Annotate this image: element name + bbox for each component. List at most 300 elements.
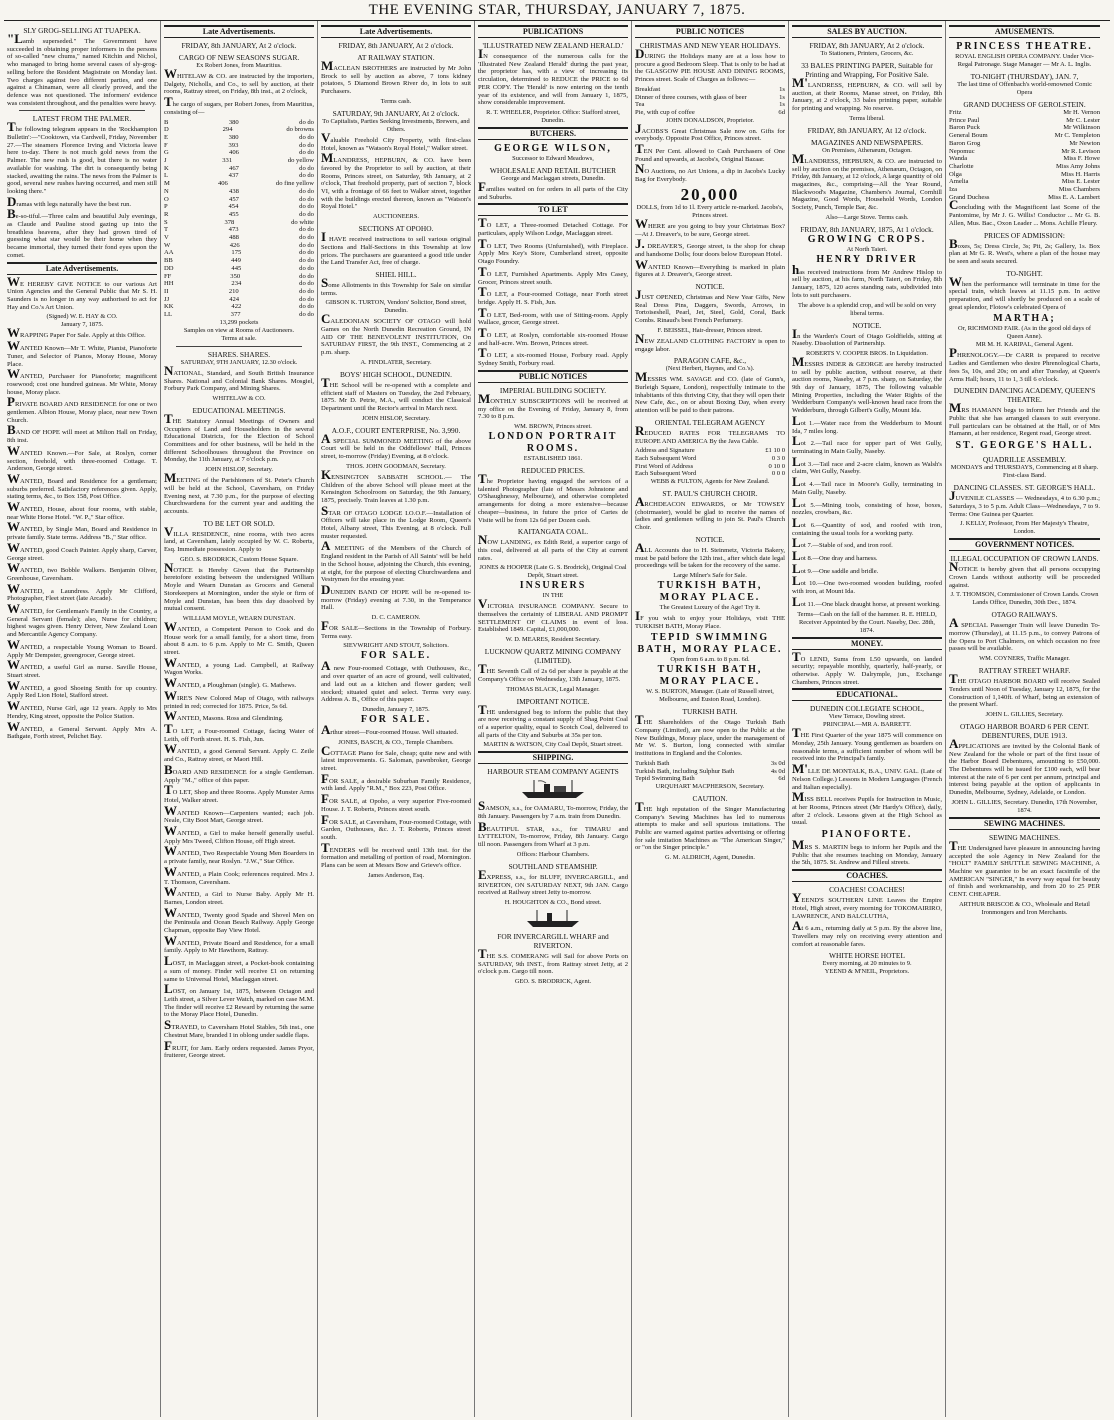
ad-band-of-hope: DUNEDIN BAND OF HOPE will be re-opened to-morrow (Friday) evening at 7.30, in the Temperance Hall. xyxy=(321,581,471,612)
sugar-lot-row-mark: R xyxy=(164,210,169,218)
heading-st-pauls: ST. PAUL'S CHURCH CHOIR. xyxy=(662,489,758,499)
sugar-lot-row xyxy=(164,219,314,227)
ad-classified: TO LET, a Four-roomed Cottage, facing Water of Leith, off Forth street. H. S. Fish, Jun. xyxy=(164,721,314,743)
sugar-lot-row-desc: do do xyxy=(299,280,314,288)
telegram-rates-list xyxy=(635,447,785,478)
section-late-advertisements: Late Advertisements. xyxy=(164,25,314,38)
heading-sugar-cargo: CARGO OF NEW SEASON'S SUGAR. xyxy=(178,53,300,62)
mining-lot: Lot 1.—Water race from the Wedderburn to Mount Ida, 7 miles long. xyxy=(792,412,942,435)
ad-debentures: APPLICATIONS are invited by the Colonial Bank of New Zealand for the whole or part of the first issue of the Harbor Board Debentures, amounting to £50,000. The Debentures will be issued for £100 each, will bear interest at the rate of 6 per cent per annum, principal and interest being payable at the option of applicants in Dunedin, Melbourne, Sydney, Adelaide, or London. xyxy=(949,735,1100,797)
steamship-icon xyxy=(478,778,628,800)
heading-dancing-academy: DUNEDIN DANCING ACADEMY, QUEEN'S THEATRE. xyxy=(953,386,1096,405)
sugar-lot-row-mark: KK xyxy=(164,303,174,311)
section-amusements: AMUSEMENTS. xyxy=(949,25,1100,38)
ad-mrs-martin: MRS S. MARTIN begs to inform her Pupils and the Public that she resumes teaching on Monday, January the 5th, 1875. St. Andrew and Filleul streets. xyxy=(792,837,942,867)
sugar-lot-row-desc: do do xyxy=(299,149,314,157)
heading-to-be-let: TO BE LET OR SOLD. xyxy=(203,518,275,528)
sugar-lot-row-desc: do do xyxy=(299,257,314,265)
tariff-row-item: Tepid Swimming Bath xyxy=(635,775,695,783)
cast-row xyxy=(949,194,1100,202)
ad-classified: WRAPPING Paper For Sale. Apply at this Office. xyxy=(7,325,146,341)
ad-classified: PRIVATE BOARD AND RESIDENCE for one or two gentlemen. Albion House, Moray place, near new Town Church. xyxy=(7,394,157,424)
subheading: At North Taieri. xyxy=(846,245,888,253)
sugar-lot-row-qty: 454 xyxy=(228,203,239,211)
ad-kensington: KENSINGTON SABBATH SCHOOL.— The Children of the above School will please meet at the Kensington Schoolroom on Saturday, the 9th January, 1875, precisely. Train leaves at 1.30 p.m. xyxy=(321,466,471,504)
heading-turkish-bath: TURKISH BATH, MORAY PLACE. xyxy=(657,579,763,603)
cast-row xyxy=(949,132,1100,140)
ad-arthur-street: Arthur street—Four-roomed House. Well situated. xyxy=(321,721,459,737)
tariff-row-price: 3s 0d xyxy=(770,759,785,767)
heading-sewing-machines: SEWING MACHINES. xyxy=(988,832,1061,842)
ad-signature: W. D. MEARES, Resident Secretary. xyxy=(505,636,601,644)
ad-signature: J. KELLY, Professor, From Her Majesty's Theatre, London. xyxy=(960,520,1089,536)
heading-turkish-bath: TURKISH BATH, MORAY PLACE. xyxy=(657,664,763,688)
sugar-samples: Samples on view at Rooms of Auctioneers. xyxy=(183,326,295,334)
sugar-source: Ex Robert Jones, from Mauritius. xyxy=(196,62,282,69)
heading-for-sale: FOR SALE. xyxy=(360,713,432,725)
cast-row xyxy=(949,163,1100,171)
sugar-lot-row xyxy=(164,288,314,296)
section-to-let: TO LET xyxy=(478,203,628,216)
ad-signature: WM. COYNERS, Traffic Manager. xyxy=(979,655,1070,663)
heading-notice: NOTICE. xyxy=(695,282,725,292)
ad-signature: GIBSON K. TURTON, Vendors' Solicitor, Bond street, Dunedin. xyxy=(325,299,467,315)
ad-harbor-board: THE OTAGO HARBOR BOARD will receive Sealed Tenders until Noon of Tuesday, January 12, 1875, for the Construction of 1,140ft. of Wharf, being an extension of the present Wharf. xyxy=(949,671,1100,709)
heading-crown-lands: ILLEGAL OCCUPATION OF CROWN LANDS. xyxy=(950,554,1099,564)
ad-maclean: MACLEAN BROTHERS are instructed by Mr John Brock to sell by auction as above, 7 tons kidney potatoes, 5 Diamond Brown River do, in lots to suit Purchasers. xyxy=(321,58,471,96)
ad-date: Dunedin, January 7, 1875. xyxy=(362,705,430,713)
ad-villa: VILLA RESIDENCE, nine rooms, with two acres land, at Caversham, lately occupied by W. C. Roberts, Esq. Immediate possession. Apply to xyxy=(164,523,314,554)
ad-families: Families waited on for orders in all parts of the City and Suburbs. xyxy=(478,178,628,201)
subheading: The Greatest Luxury of the Age! Try it. xyxy=(659,603,761,611)
ad-classified: BAND OF HOPE will meet at Milton Hall on Friday, 8th inst. xyxy=(7,422,157,445)
ad-beissel: JUST OPENED, Christmas and New Year Gifts, New Real Dress Pins, Daggers, Swords, Arrows, in Tortoiseshell, Pearl, Jet, Steel, Gold, Coral, Back Combs. Rinaud's best French Perfumery. xyxy=(635,287,785,325)
ad-forbury-sections: FOR SALE—Sections in the Township of Forbury. Terms easy. xyxy=(321,618,471,640)
ad-landress: MLANDRESS, HEPBURN, & CO. have been favored by the Proprietor to sell by auction, at their Rooms, Princes street, on Saturday, 9th January, at 2 o'clock, That freehold property, part of section 7, block VI, with a frontage of 66 feet to Walker street, together with the buildings erected thereon, known as "Watson's Royal Hotel." xyxy=(321,150,471,211)
masthead xyxy=(4,0,1110,21)
sugar-lot-row-mark: K xyxy=(164,164,169,172)
sugar-lot-row-qty: 424 xyxy=(229,295,240,303)
sugar-lot-row-qty: 467 xyxy=(229,164,239,172)
sugar-lot-row-qty: 210 xyxy=(228,287,239,295)
steamship-icon xyxy=(478,909,628,929)
heading-tonight: TO-NIGHT. xyxy=(1006,268,1043,278)
ad-signature: Offices: Harbour Chambers. xyxy=(516,850,590,858)
mining-lot: Lot 4.—Tail race in Moore's Gully, terminating in Main Gully, Naseby. xyxy=(792,474,942,496)
ad-signature: YEEND & M'NEIL, Proprietors. xyxy=(824,968,910,976)
ad-classified: TO LET, a Three-roomed Detached Cottage. For particulars, apply Wilson Lodge, Maclaggan street. xyxy=(478,215,628,238)
auction-date: SATURDAY, 9th JANUARY, At 2 o'clock. xyxy=(332,108,460,118)
sugar-lot-row-desc: do do xyxy=(299,295,314,303)
cast-row-role: Baron Puck xyxy=(949,124,980,132)
tariff-row-item: Turkish Bath, including Sulphur Bath xyxy=(635,767,735,775)
ad-cottage-sale: A new Four-roomed Cottage, with Outhouses, &c., and over quarter of an acre of ground, well cultivated, and laid out as a kitchen and flower garden; well stocked; situated quiet and select. Terms very easy. Address A. B., Office of this paper. xyxy=(321,658,471,704)
ad-classified: WANTED, Twenty good Spade and Shovel Men on the Peninsula and Ocean Beach Railway. Apply George Chapman, opposite Bay View Hotel. xyxy=(164,904,314,935)
sugar-lot-row xyxy=(164,265,314,273)
subheading: George and Maclaggan streets, Dunedin. xyxy=(500,174,606,182)
sugar-lot-row-desc: do do xyxy=(299,203,314,211)
ad-dreaver: J. DREAVER'S, George street, is the shop for cheap and handsome Dolls; four doors below European Hotel. xyxy=(635,236,785,258)
sugar-lot-row-qty: 445 xyxy=(231,264,242,272)
ad-art-union-notice: WE HEREBY GIVE NOTICE to our various Art Union Agencies and the General Public that Mr S. H. Saunders is no longer in any way authorised to act for Hay and Co.'s Art Union. xyxy=(7,273,157,311)
ad-signature: JOHN DONALDSON, Proprietor. xyxy=(665,116,755,124)
rate-row xyxy=(635,470,785,478)
heading-boys-high-school: BOYS' HIGH SCHOOL, DUNEDIN. xyxy=(340,369,452,379)
heading-for-sale: FOR SALE. xyxy=(360,650,432,662)
ad-signature: Terms—Cash on the fall of the hammer. R. E. HIELD, Receiver Appointed by the Court. Naseby, Dec. 28th, 1874. xyxy=(797,610,937,634)
sugar-lot-row-desc: do browns xyxy=(286,126,314,134)
heading-dolls-count: 20,000 xyxy=(680,184,740,204)
mining-lot: Lot 7.—Stable of sod, and iron roof. xyxy=(792,535,893,551)
cast-row-role: General Boum xyxy=(949,132,988,140)
ad-to-lend: TO LEND, Sums from L50 upwards, on landed security; repayable monthly, quarterly, half-yearly, or otherwise. Apply W. Dalrymple, jun., Exchange Chambers, Princes street. xyxy=(792,648,942,686)
section-late-advertisements: Late Advertisements. xyxy=(321,25,471,38)
mining-lot: Lot 6.—Quantity of sod, and roofed with iron, containing the usual tools for a working party. xyxy=(792,514,942,537)
sugar-lot-row-desc: do do xyxy=(299,187,314,195)
ad-classified: FOR SALE, at Opoho, a very superior Five-roomed House. J. T. Roberts, Princes street south. xyxy=(321,791,471,813)
heading-growing-crops: GROWING CROPS. xyxy=(807,233,927,245)
auction-date: FRIDAY, 8th JANUARY, 1875, At 1 o'clock. xyxy=(800,224,934,234)
tariff-row-price: 4s 0d xyxy=(770,767,785,775)
ad-classified: COTTAGE Piano for Sale, cheap; quite new and with latest improvements. G. Saloman, pawnbroker, George street. xyxy=(321,742,471,773)
heading-otago-railways: OTAGO RAILWAYS. xyxy=(991,610,1058,620)
heading-george-wilson: GEORGE WILSON, xyxy=(494,142,612,154)
cast-row-actor: Mr H. Vernon xyxy=(1063,109,1100,116)
ad-signature: WM. BROWN, Princes street. xyxy=(514,422,592,430)
ad-classified: FOR SALE, a desirable Suburban Family Residence, with land. Apply "R.M.," Box 223, Post Office. xyxy=(321,770,471,793)
divider xyxy=(19,110,145,111)
subheading: ESTABLISHED 1861. xyxy=(523,454,583,462)
ad-magazines: MLANDRESS, HEPBURN, & CO. are instructed to sell by auction on the premises, Athenæum, Octagon, on Friday, 8th January, at 12 o'clock, A large quantity of old magazines, &c., comprising—All the Year Round, Blackwood's Magazine, Chambers's Journal, Cornhill Magazine, Good Words, Household Words, London Society, Punch, Temple Bar, &c. xyxy=(792,150,942,212)
ad-signature: JONES, BASCH, & CO., Temple Chambers. xyxy=(338,738,454,746)
mining-lot: Lot 9.—One saddle and bridle. xyxy=(792,560,879,576)
heading-quadrille: QUADRILLE ASSEMBLY. xyxy=(982,455,1067,465)
sugar-lot-row-qty: 437 xyxy=(228,172,239,180)
ad-inder-george: MESSRS INDER & GEORGE are hereby instructed to sell by public auction, without reserve, at their auction rooms, Naseby, at 7 p.m. sharp, on Saturday, the 9th day of January, 1875, The following valuable Mining Properties, including the Water Rights of the Wedderburn Company's well-known head race from the Wedderburn, through Gilbert's Gully, Mount Ida. xyxy=(792,353,942,415)
tariff-row-price: 6d xyxy=(778,775,785,783)
cast-row-actor: Mr Wilkinson xyxy=(1063,124,1100,132)
sugar-lot-row-mark: V xyxy=(164,234,169,242)
columns xyxy=(4,21,1110,1417)
ad-classified: FOR SALE, at Caversham, Four-roomed Cottage, with Garden, Outhouses, &c. J. T. Roberts, Princes street south. xyxy=(321,811,471,841)
cast-row-role: Wanda xyxy=(949,155,968,163)
subheading: IN THE xyxy=(542,592,564,600)
menu-row-item: Tea xyxy=(635,101,645,109)
heading-pianoforte: PIANOFORTE. xyxy=(821,829,913,841)
ad-imperial-building: MONTHLY SUBSCRIPTIONS will be received at my office on the Evening of Friday, January 8, from 7.30 to 8 p.m. xyxy=(478,390,628,421)
cast-row-actor: Miss E. A. Lambert xyxy=(1048,193,1100,201)
sugar-lot-row-qty: 377 xyxy=(230,311,241,319)
menu-row xyxy=(635,101,785,109)
ad-all-saints: A MEETING of the Members of the Church of England resident in the Parish of All Saints' will be held in the School house, adjoining the Church, this evening, at eight, for the purpose of electing Churchwardens and Vestrymen for the ensuing year. xyxy=(321,538,471,584)
sugar-lot-row-qty: 488 xyxy=(229,234,239,242)
ad-clothing-factory: NEW ZEALAND CLOTHING FACTORY is open to engage labor. xyxy=(635,330,785,353)
ad-classified: WANTED, a respectable Young Woman to Board. Apply Mr Dempster, greengrocer, George street. xyxy=(7,636,157,659)
ad-turkish-bath: IF you wish to enjoy your Holidays, visit THE TURKISH BATH, Moray Place. xyxy=(635,607,785,630)
ad-shag-point-coal: THE undersigned beg to inform the public that they are now receiving a constant supply of Shag Point Coal of a superior quality, equal to Scotch Coal, delivered to all parts of the City and Suburbs at 35s per ton. xyxy=(478,701,628,739)
sugar-lot-row xyxy=(164,157,314,165)
sugar-lot-row-qty: 294 xyxy=(222,126,233,134)
ad-savage: MESSRS WM. SAVAGE and CO. (late of Gunn's, Burleigh Square, London), respectfully intimate to the inhabitants of this thriving City, that they will open their New Cafe, &c., on or about Boxing Day, when every attention will be paid to their patrons. xyxy=(635,369,785,415)
ad-st-peters: MEETING of the Parishioners of St. Peter's Church will be held at the School, Caversham, on Friday Evening next, at 7.30 p.m., for the purpose of electing Churchwardens for the current year and auditing the accounts. xyxy=(164,470,314,515)
ad-holt-machine: THE Undersigned have pleasure in announcing having accepted the sole Agency in New Zealand for the "HOLT" FAMILY SHUTTLE SEWING MACHINE, A Machine we guarantee to be an exact facsimile of the AMERICAN "SINGER," In every way equal for beauty of finish and workmanship, and from 20 to 25 PER CENT. CHEAPER. xyxy=(949,837,1100,899)
ad-star-lodge: STAR OF OTAGO LODGE I.O.O.F.—Installation of Officers will take place in the Lodge Room, Queen's Hotel, Albany street, This Evening, at 8 o'clock. Full muster requested. xyxy=(321,502,471,540)
ad-comerang: THE S.S. COMERANG will Sail for above Ports on SATURDAY, 9th INST., from Rattray street Jetty, at 2 o'clock p.m. Cargo till noon. xyxy=(478,945,628,976)
heading-harbour-steam: HARBOUR STEAM COMPANY AGENTS xyxy=(487,767,619,777)
ad-london-portrait: The Proprietor having engaged the services of a talented Photographer (late of Messrs Johnstone and O'Shaughnessy, Melbourne), and otherwise completed arrangements for doing a more extensive—because cheaper—business, in future the price of Cartes de Visite will be from 12s 6d per Dozen cash. xyxy=(478,470,628,524)
ad-classified: TO LET, Shop and three Rooms. Apply Munster Arms Hotel, Walker street. xyxy=(164,782,314,804)
menu-row-price: 1s xyxy=(779,101,785,109)
cast-row xyxy=(949,109,1100,117)
subheading: PRINCIPAL—MR A. BARRETT. xyxy=(822,721,912,729)
ad-classified: WANTED, for Gentleman's Family in the Country, a General Servant (female); also, Nurse for children; highest wages given. Henry Driver, New Zealand Loan and Mercantile Agency Company. xyxy=(7,601,157,639)
ad-signature: ARTHUR BRISCOE & CO., Wholesale and Retail Ironmongers and Iron Merchants. xyxy=(959,900,1090,916)
heading-london-portrait: LONDON PORTRAIT ROOMS. xyxy=(488,430,618,454)
column-1 xyxy=(4,21,161,1417)
ad-classified: WANTED, Private Board and Residence, for a small family. Apply to Mr Hawthorn, Rattray. xyxy=(164,932,314,955)
ad-kaitangata: NOW LANDING, ex Edith Reid, a superior cargo of this coal, delivered at all parts of the City at current rates. xyxy=(478,532,628,562)
ad-classified: BOARD AND RESIDENCE for a single Gentleman. Apply "M.," office of this paper. xyxy=(164,761,314,784)
heading-notice: NOTICE. xyxy=(695,534,725,544)
ad-special-train: When the performance will terminate in time for the special train, which leaves at 11.15 p.m. In active preparation, and will shortly be produced on a scale of great splendor, Flotow's celebrated Opera of xyxy=(949,273,1100,311)
ad-signature: G. M. ALDRICH, Agent, Dunedin. xyxy=(665,854,755,862)
sugar-lot-row xyxy=(164,273,314,281)
ad-yeend-times: At 6 a.m., returning daily at 5 p.m. By the above line, Travellers may rely on receiving every attention and comfort at reasonable fares. xyxy=(792,918,942,948)
ad-signature: THOS. JOHN GOODMAN, Secretary. xyxy=(346,462,446,470)
sugar-lot-row-mark: T xyxy=(164,226,169,234)
ad-classified: STRAYED, to Caversham Hotel Stables, 5th inst., one Chestnut Mare, branded I in oblong under saddle flaps. xyxy=(164,1017,314,1039)
heading-aof: A.O.F., COURT ENTERPRISE, No. 3,990. xyxy=(331,425,461,435)
menu-row-price: 1s xyxy=(779,85,785,93)
sugar-lot-row-desc: do do xyxy=(299,311,314,319)
heading-coaches: COACHES! COACHES! xyxy=(829,885,905,895)
ad-shiel-hill: Some Allotments in this Township for Sale on similar terms. xyxy=(321,274,471,297)
sugar-lot-row-mark: J xyxy=(164,157,167,165)
ad-signature: JONES & HOOPER (Late G. S. Brodrick), Original Coal Depôt, Stuart street. xyxy=(479,564,627,580)
sugar-lot-row-desc: do white xyxy=(291,218,314,226)
ad-classified: WANTED, a good Shoeing Smith for up country. Apply Red Lion Hotel, Stafford street. xyxy=(7,677,157,700)
ad-classified: WANTED, Masons. Ross and Glendining. xyxy=(164,708,284,724)
sugar-lot-row xyxy=(164,142,314,150)
ad-signature: MR M. H. KARIPAL, General Agent. xyxy=(975,341,1074,349)
article-palmer: The following telegram appears in the 'Rockhampton Bulletin':—"Cooktown, via Cardwell, Friday, November 27.—The steamers Florence Irving and Victoria leave here to-day. There is not much gold news from the Palmer. The new rush is good, but there is no water available for washing. The dirt is consequently being stacked, awaiting the rains. The news from the Palmer is good, several new rushes having occurred, and men still looking there." xyxy=(7,119,157,195)
cast-row xyxy=(949,140,1100,148)
section-educational: EDUCATIONAL. xyxy=(792,688,942,701)
sugar-lot-row-desc: do do xyxy=(299,195,314,203)
ad-choir: ARCHDEACON EDWARDS, or Mr TOWSEY (choirmaster), would be glad to receive the names of ladies and gentlemen willing to join St. Paul's Church Choir. xyxy=(635,494,785,532)
rate-row-price: 0 0 0 xyxy=(771,470,785,478)
subheading: (Next Herbert, Haynes, and Co.'s). xyxy=(665,365,755,373)
ad-aof: A SPECIAL SUMMONED MEETING of the above Court will be held in the Oddfellows' Hall, Princes street, to-morrow (Friday) Evening, at 8 o'clock. xyxy=(321,430,471,461)
ad-signature: R. T. WHEELER, Proprietor. Office: Stafford street, Dunedin. xyxy=(486,108,620,124)
sugar-lot-row-desc: do do xyxy=(299,172,314,180)
mining-lot: Lot 5.—Mining tools, consisting of hose, boxes, nozzles, crowbars, &c. xyxy=(792,494,942,517)
section-money: MONEY. xyxy=(792,637,942,650)
ad-express: EXPRESS, s.s., for BLUFF, INVERCARGILL, and RIVERTON, ON SATURDAY NEXT, 9th JAN. Cargo received at Railway street Jetty to-morrow. xyxy=(478,866,628,897)
sugar-lot-row-qty: 426 xyxy=(229,241,240,249)
subheading: View Terrace, Dowling street. xyxy=(828,713,906,721)
ad-classified: WANTED Known—Mr T. White, Pianist, Pianoforte Tuner, and Selector of Pianos, Moray House, Moray Place. xyxy=(7,338,157,368)
heading-caution: CAUTION. xyxy=(692,793,728,803)
rate-row xyxy=(635,447,785,455)
sugar-lot-row-mark: FF xyxy=(164,272,172,280)
sugar-lot-row-qty: 350 xyxy=(230,272,241,280)
heading-collegiate-school: DUNEDIN COLLEGIATE SCHOOL, xyxy=(810,704,924,714)
ad-printing-paper: M'LANDRESS, HEPBURN, & CO. will sell by auction, at their Rooms, Manse street, on Friday, 8th January, at 2 o'clock, 33 bales printing paper, suitable for printing and wrapping. No reserve. xyxy=(792,75,942,113)
ad-signature: WEBB & FULTON, Agents for New Zealand. xyxy=(650,478,770,486)
heading-grand-duchess: GRAND DUCHESS OF GEROLSTEIN. xyxy=(963,100,1086,109)
sugar-lot-row-mark: LL xyxy=(164,311,173,319)
subheading: DOLLS, from 1d to 1l. Every article re-marked. Jacobs's, Princes street. xyxy=(636,203,784,219)
ad-classified: WANTED, a Girl to Nurse Baby. Apply Mr H. Barnes, London street. xyxy=(164,884,314,906)
ad-classified: WANTED, Purchaser for Pianoforte; magnificent rosewood; cost one hundred guineas. Mr White, Moray house, Moray place. xyxy=(7,366,157,396)
ad-theatre-conclusion: Concluding with the Magnificent last Scene of the Pantomime, by Mr J. G. Willis! Conductor ... Mr G. B. Allen, Mus. Bac., Oxon Leader ... Mons. Achille Fleury. xyxy=(949,197,1100,227)
ad-classified: TO LET, a six-roomed House, Forbury road. Apply Sydney Smith, Forbury road. xyxy=(478,345,628,368)
heading-dancing-classes: DANCING CLASSES. ST. GEORGE'S HALL. xyxy=(953,483,1096,493)
rate-row-item: Address and Signature xyxy=(635,447,695,455)
sugar-lot-row xyxy=(164,296,314,304)
ad-classified: WANTED, a General Servant. Apply Mrs A. Bathgate, Forth street, Pelichet Bay. xyxy=(7,718,157,741)
ad-singer-caution: THE high reputation of the Singer Manufacturing Company's Sewing Machines has led to numerous attempts to make and sell spurious imitations. The Public are warned against parties advertising or offering for sale imitation Machines as "The American Singer," or "on the Singer principle." xyxy=(635,798,785,852)
ad-signature: The above is a splendid crop, and will be sold on very liberal terms. xyxy=(797,301,937,317)
ad-signature: SIEVWRIGHT AND STOUT, Solicitors. xyxy=(343,642,449,650)
cast-row xyxy=(949,186,1100,194)
auction-audience: To Capitalists, Parties Seeking Investments, Brewers, and Others. xyxy=(322,117,470,133)
ad-educational-meetings: THE Statutory Annual Meetings of Owners and Occupiers of Land and Householders in the several Educational Districts, for the Election of School Committees and for other business, will be held in the different Schoolhouses throughout the Province on Monday, the 11th January, at 7 o'clock p.m. xyxy=(164,410,314,464)
auction-date: FRIDAY, 8th JANUARY, At 2 o'clock. xyxy=(809,41,925,50)
sugar-lot-row xyxy=(164,311,314,319)
rate-row xyxy=(635,455,785,463)
ad-opoho: I HAVE received instructions to sell various original Sections and Half-Sections in this Township at low prices. The purchasers are guaranteed a good title under the Land Transfer Act, free of charge. xyxy=(321,229,471,267)
ad-signature: JOHN L. GILLIES, Secretary. xyxy=(985,710,1064,718)
cast-row xyxy=(949,171,1100,179)
sugar-lot-row-mark: G xyxy=(164,149,169,157)
heading-illustrated-herald: 'ILLUSTRATED NEW ZEALAND HERALD.' xyxy=(482,41,624,50)
section-late-advertisements: Late Advertisements. xyxy=(7,262,157,275)
sugar-lot-row xyxy=(164,280,314,288)
ad-signature: H. HOUGHTON & CO., Bond street. xyxy=(504,898,602,906)
heading-printing-paper: 33 BALES PRINTING PAPER, Suitable for Printing and Wrapping, For Positive Sale. xyxy=(801,61,933,79)
subheading: Every morning, at 20 minutes to 9. xyxy=(822,960,912,968)
sugar-lot-row xyxy=(164,257,314,265)
sugar-lot-row-qty: 473 xyxy=(228,226,239,234)
heading-railway-station: AT RAILWAY STATION. xyxy=(357,53,435,62)
cast-row-actor: Miss Amy Johns xyxy=(1056,162,1100,170)
article-be-so-tiful: Be-so-tiful.—Three calm and beautiful July evenings, as Claude and Pauline stood gazing up into the breathless heavens, after they had grown tired of guessing what star would be their home when they became immortal, they turned their fond eyes upon the comet. xyxy=(7,206,157,259)
cast-row-role: Charlotte xyxy=(949,162,974,170)
ad-classified: WANTED, Nurse Girl, age 12 years. Apply to Mrs Hendry, King street, opposite the Police Station. xyxy=(7,698,157,720)
ad-whitelaw-cargo: The cargo of sugars, per Robert Jones, from Mauritius, consisting of— xyxy=(164,94,314,116)
ad-lucknow: THE Seventh Call of 2s 6d per share is payable at the Company's Office on Wednesday, 13th January, 1875. xyxy=(478,661,628,683)
sugar-lot-row-mark: AA xyxy=(164,249,174,257)
ad-classified: TO LET, Furnished Apartments. Apply Mrs Casey, Grocer, Princes street south. xyxy=(478,263,628,286)
heading-southland: SOUTHLAND STEAMSHIP. xyxy=(508,861,598,871)
menu-row-price: 6d xyxy=(778,108,785,116)
ad-classified: TO LET, at Roslyn, comfortable six-roomed House and half-acre. Wm. Brown, Princes street. xyxy=(478,325,628,347)
auction-date: FRIDAY, 8th JANUARY, At 2 o'clock. xyxy=(338,41,454,50)
menu-row-item: Pie, with cup of coffee xyxy=(635,108,695,116)
heading-educational-meetings: EDUCATIONAL MEETINGS. xyxy=(192,405,286,415)
ad-city-property: Valuable Freehold City Property, with first-class Hotel, known as "Watson's Royal Hotel," Walker street. xyxy=(321,129,471,152)
sugar-lot-row-mark: N xyxy=(164,187,169,195)
section-coaches: COACHES. xyxy=(792,869,942,882)
ad-admission: Boxes, 5s; Dress Circle, 3s; Pit, 2s; Gallery, 1s. Box plan at Mr G. R. West's, where a plan of the house may be seen and seats secured. xyxy=(949,235,1100,265)
ad-classified: WANTED, a Girl to make herself generally useful. Apply Mrs Tweed, Clifton House, off High street. xyxy=(164,823,314,845)
ad-dreaver: WANTED Known—Everything is marked in plain figures at J. Dreaver's, George street. xyxy=(635,256,785,279)
cast-row-actor: Miss Chambers xyxy=(1058,186,1100,194)
heading-martha: MARTHA; xyxy=(993,313,1056,325)
rate-row-price: 0 3 0 xyxy=(771,454,785,462)
ad-juvenile-classes: JUVENILE CLASSES — Wednesdays, 4 to 6.30 p.m.; Saturdays, 3 to 5 p.m. Adult Class—Wednesdays, 7 to 9. Terms: One Guinea per Quarter. xyxy=(949,488,1100,518)
heading-paragon-cafe: PARAGON CAFE, &c., xyxy=(673,356,747,366)
column-7 xyxy=(946,21,1103,1417)
article-dramas: Dramas with legs naturally have the best run. xyxy=(7,193,132,209)
sugar-lot-row-desc: do do xyxy=(299,164,314,172)
ad-signature: J. T. THOMSON, Commissioner of Crown Lands. Crown Lands Office, Dunedin, 30th Dec., 1874. xyxy=(950,591,1099,607)
tariff-row xyxy=(635,775,785,783)
menu-row-item: Breakfast xyxy=(635,85,661,93)
sugar-lot-row-qty: 380 xyxy=(228,133,239,141)
cast-row-role: Amelia xyxy=(949,178,969,186)
column-2 xyxy=(161,21,318,1417)
sugar-lot-row xyxy=(164,203,314,211)
ad-growing-crops: has received instructions from Mr Andrew Hislop to sell by auction, at his farm, North Taieri, on Friday, 8th January, 1875, 120 acres standing oats, subdivided into lots to suit purchasers. xyxy=(792,261,942,299)
sugar-lot-row-mark: JJ xyxy=(164,295,170,303)
heading-princess-theatre: PRINCESS THEATRE. xyxy=(956,41,1093,52)
sugar-lot-row-mark: W xyxy=(164,241,171,249)
sugar-lot-row-qty: 406 xyxy=(229,149,239,157)
sugar-lot-row-qty: 393 xyxy=(228,141,239,149)
ad-beautiful-star: BEAUTIFUL STAR, s.s., for TIMARU and LYTTELTON, To-morrow, Friday, 8th January. Cargo till noon. Passengers from Wharf at 3 p.m. xyxy=(478,818,628,849)
subheading: MONDAYS and THURSDAYS, Commencing at 8 sharp. First-class Band. xyxy=(950,464,1099,480)
ad-classified: WANTED, a good General Servant. Apply C. Zeile and Co., Rattray street, or Maori Hill. xyxy=(164,741,314,764)
cast-row-role: Grand Duchess xyxy=(949,193,990,201)
subheading: On Premises, Athenæum, Octagon. xyxy=(822,146,912,154)
section-public-notices: PUBLIC NOTICES xyxy=(478,370,628,383)
ad-miss-bell: MISS BELL receives Pupils for Instruction in Music, at her Rooms, Princes street (Mr Hardy's Office), daily, after 2 o'clock. Lessons given at the High School as usual. xyxy=(792,789,942,827)
sugar-lot-row-desc: do do xyxy=(299,234,314,242)
ad-classified: WANTED, Board and Residence for a gentleman; suburbs preferred. Satisfactory references given. Apply, stating terms, &c., to Box 158, Post Office. xyxy=(7,470,157,501)
ad-phrenology: PHRENOLOGY.—Dr CARR is prepared to receive Ladies and Gentlemen who desire Phrenological Charts, fees 5s, 10s, and 20s; on and after Tuesday, at Queen's Arms Hall; hours, 11 to 1, 3 till 6 o'clock. xyxy=(949,345,1100,383)
sugar-lot-row-mark: F xyxy=(164,141,168,149)
ad-classified: TO LET, Two Rooms (Unfurnished), with Fireplace. Apply Mrs Key's Store, Cumberland street, opposite Otago Foundry. xyxy=(478,235,628,266)
heading-magazines: MAGAZINES AND NEWSPAPERS. xyxy=(810,137,924,147)
subheading: ROYAL ENGLISH OPERA COMPANY. Under Vice-Regal Patronage. Stage Manager — Mr A. L. Inglis. xyxy=(955,53,1094,68)
sugar-lot-row-mark: S xyxy=(164,218,168,226)
heading-important-notice: IMPORTANT NOTICE. xyxy=(516,696,590,706)
sugar-lot-row-qty: 234 xyxy=(231,280,242,288)
column-3 xyxy=(318,21,475,1417)
cast-list xyxy=(949,109,1100,201)
sugar-lot-row xyxy=(164,226,314,234)
cast-row-role: Olga xyxy=(949,170,962,178)
sugar-lot-row-desc: do yellow xyxy=(287,157,314,165)
terms: Terms at sale. xyxy=(221,334,257,342)
auction-audience: To Stationers, Printers, Grocers, &c. xyxy=(820,50,914,57)
sugar-lot-row xyxy=(164,180,314,188)
sugar-lot-row-mark: E xyxy=(164,133,169,141)
ad-hamann: MRS HAMANN begs to inform her Friends and the Public that she has arranged classes to suit everyone. Full particulars can be obtained at the Hall, or of Mrs Hamann, at her residence, Regent road, George street. xyxy=(949,400,1100,438)
auction-date: FRIDAY, 8th JANUARY, At 12 o'clock. xyxy=(807,125,927,135)
sugar-lot-row-desc: do do xyxy=(299,133,314,141)
ad-classified: FRUIT, for Jam. Early orders requested. James Pryor, fruiterer, George street. xyxy=(164,1037,314,1060)
menu-row xyxy=(635,94,785,102)
rate-row-item: First Word of Address xyxy=(635,462,694,470)
heading-palmer: LATEST FROM THE PALMER. xyxy=(32,114,132,124)
ad-yeend: YEEND'S SOUTHERN LINE Leaves the Empire Hotel, High street, every morning for TOKOMAIRIRO, LAWRENCE, AND BALCLUTHA, xyxy=(792,890,942,920)
sugar-lot-row xyxy=(164,196,314,204)
ad-signature: JOHN HISLOP, Secretary. xyxy=(204,466,274,474)
